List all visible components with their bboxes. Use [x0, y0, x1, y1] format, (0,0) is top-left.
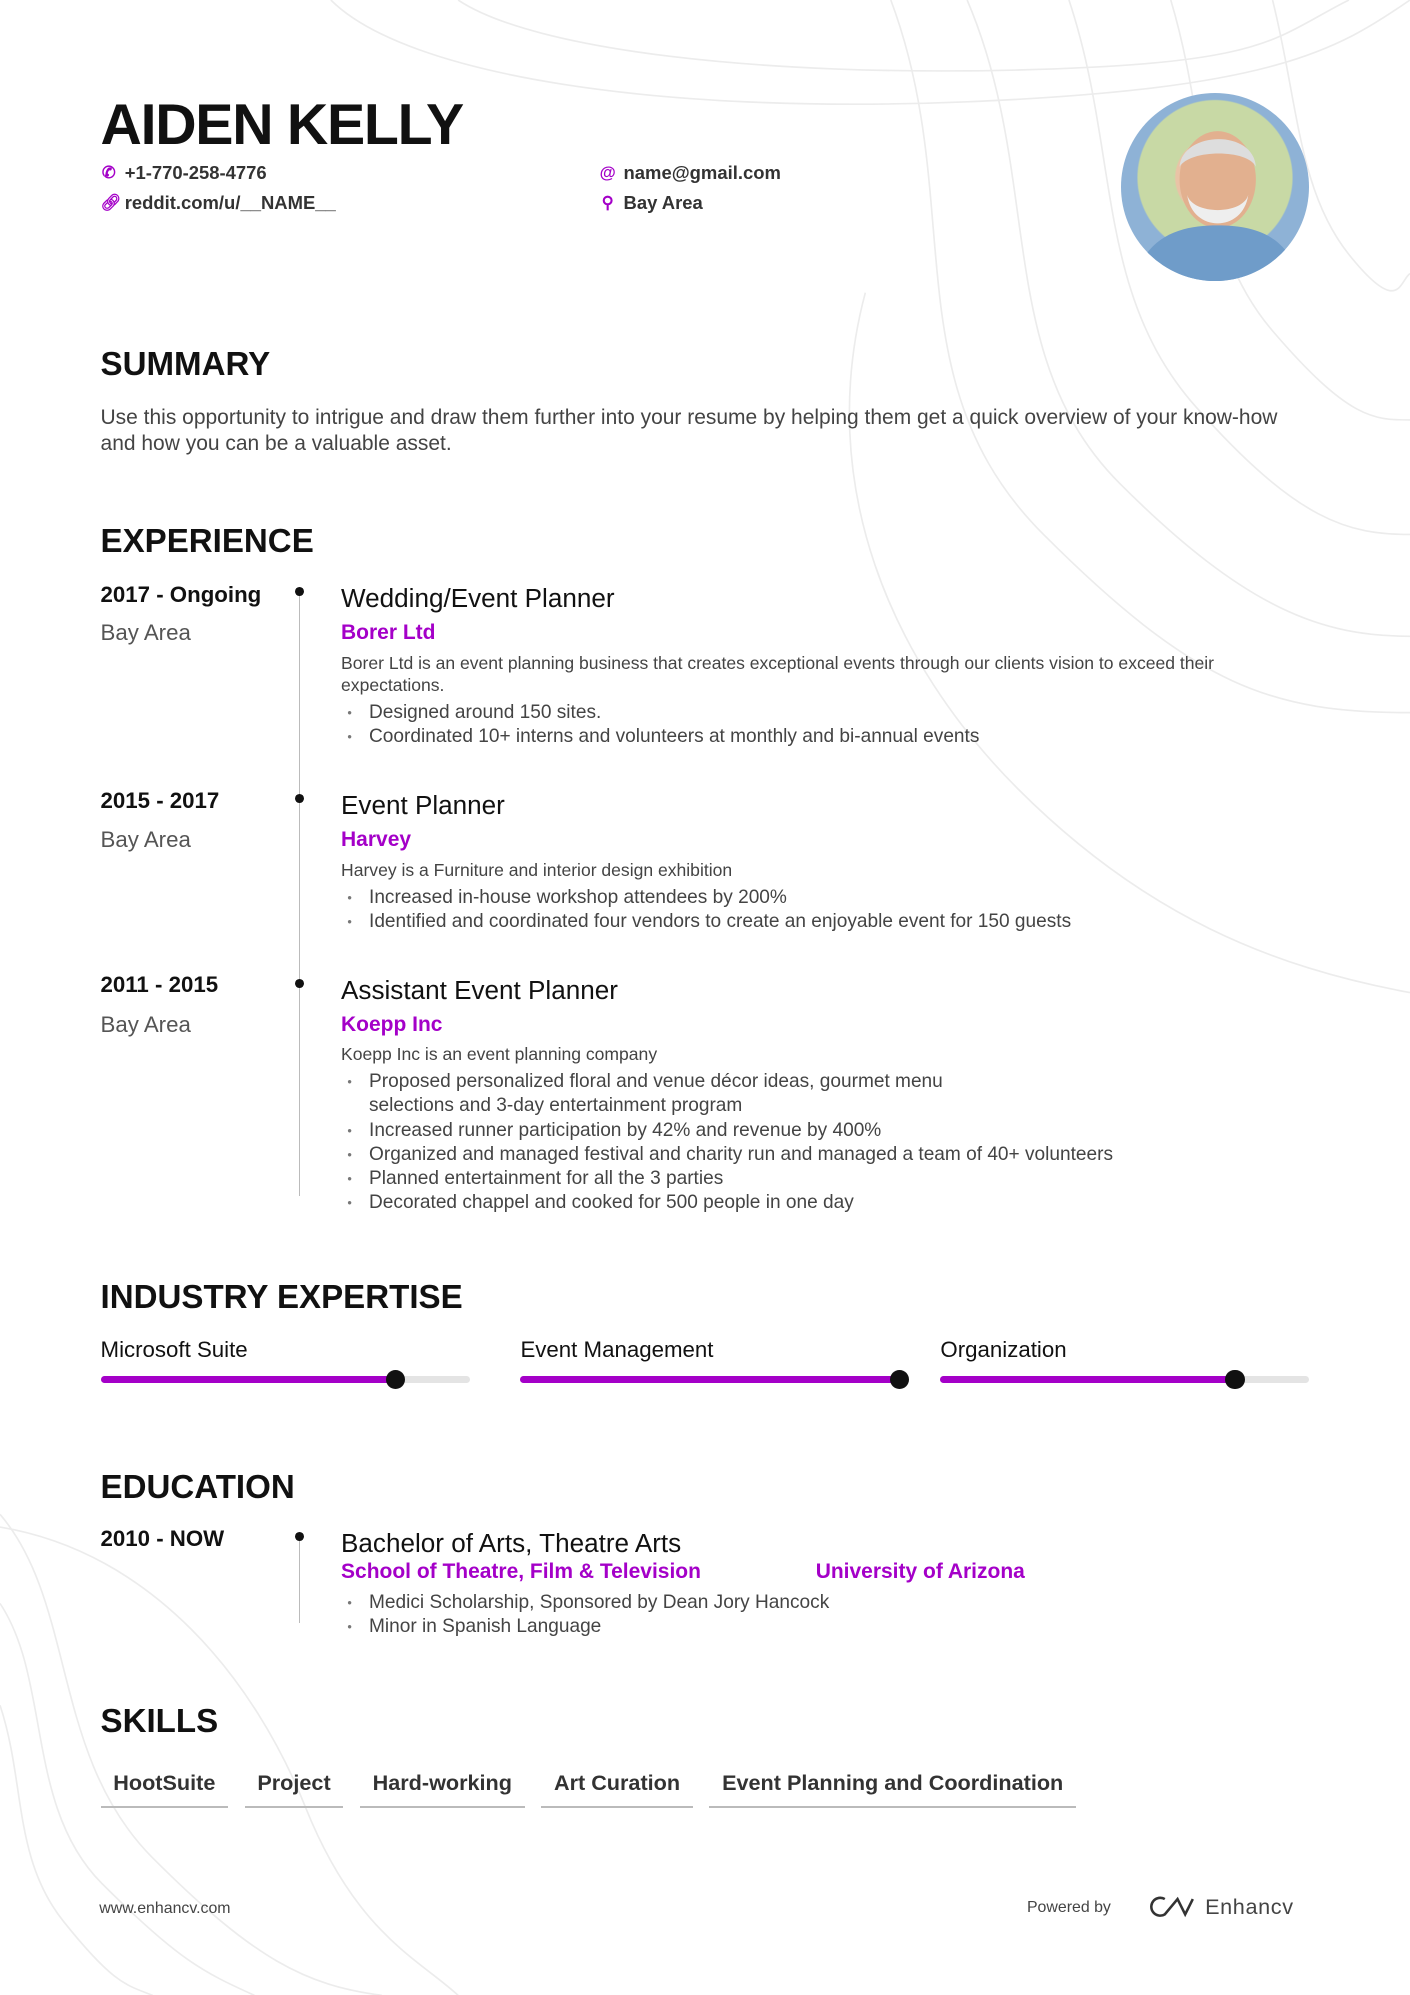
enhancv-logo-icon	[1147, 1894, 1195, 1919]
entry-location: Bay Area	[100, 1011, 191, 1037]
phone-icon: ✆	[101, 162, 116, 182]
skills-heading: SKILLS	[100, 1702, 219, 1740]
entry-title: Assistant Event Planner	[341, 974, 618, 1005]
timeline-line	[299, 592, 300, 1196]
bullet: • Planned entertainment for all the 3 parties	[341, 1167, 1260, 1191]
bullet: • Medici Scholarship, Sponsored by Dean Jory Hancock	[341, 1591, 1232, 1615]
bullet: • Increased runner participation by 42% and revenue by 400%	[341, 1119, 1260, 1143]
entry-dates: 2017 - Ongoing	[100, 581, 262, 607]
degree: Bachelor of Arts, Theatre Arts	[341, 1528, 682, 1559]
entry-dates: 2011 - 2015	[100, 972, 219, 998]
entry-description: Harvey is a Furniture and interior design exhibition	[341, 859, 733, 880]
bullet: • Proposed personalized floral and venue décor ideas, gourmet menu selections and 3-day entertainment program	[341, 1070, 1003, 1118]
bullet: • Coordinated 10+ interns and volunteers at monthly and bi-annual events	[341, 725, 1232, 749]
expertise-bar	[940, 1376, 1309, 1382]
education-heading: EDUCATION	[100, 1468, 295, 1506]
timeline-line	[299, 1533, 300, 1622]
skill-tag: Project	[245, 1770, 344, 1808]
location-text: Bay Area	[623, 192, 703, 214]
footer-website[interactable]: www.enhancv.com	[99, 1899, 231, 1917]
at-icon: @	[599, 162, 616, 182]
powered-by: Powered by	[1026, 1898, 1111, 1916]
enhancv-logo[interactable]	[1147, 1894, 1294, 1920]
phone	[101, 162, 267, 184]
education-dates: 2010 - NOW	[100, 1525, 225, 1551]
timeline-dot	[295, 979, 304, 988]
email-text[interactable]: name@gmail.com	[623, 161, 781, 183]
candidate-name: AIDEN KELLY	[100, 92, 463, 157]
timeline-dot	[295, 587, 304, 596]
entry-title: Wedding/Event Planner	[341, 582, 615, 613]
summary-heading: SUMMARY	[100, 346, 271, 384]
entry-dates: 2015 - 2017	[100, 787, 220, 813]
expertise-fill	[101, 1376, 396, 1382]
expertise-heading: INDUSTRY EXPERTISE	[100, 1278, 463, 1316]
education-bullets	[341, 1591, 1232, 1639]
expertise-bar	[520, 1376, 899, 1382]
school: School of Theatre, Film & Television	[341, 1560, 701, 1584]
expertise-knob	[890, 1370, 909, 1389]
expertise-item	[101, 1337, 470, 1382]
expertise-fill	[940, 1376, 1235, 1382]
bullet: • Organized and managed festival and charity run and managed a team of 40+ volunteers	[341, 1143, 1260, 1167]
skill-tag: Art Curation	[541, 1770, 693, 1808]
skills-list	[101, 1770, 1093, 1808]
link[interactable]	[101, 192, 336, 214]
phone-text: +1-770-258-4776	[124, 161, 267, 183]
expertise-knob	[1225, 1370, 1244, 1389]
location	[599, 192, 702, 214]
entry-company: Harvey	[341, 828, 412, 852]
expertise-label: Microsoft Suite	[100, 1337, 248, 1363]
location-pin-icon: ⚲	[601, 193, 614, 213]
entry-description: Borer Ltd is an event planning business that creates exceptional events through our clients vision to exceed their expectations.	[341, 652, 1215, 696]
expertise-knob	[386, 1370, 405, 1389]
experience-heading: EXPERIENCE	[100, 523, 314, 561]
bullet: • Minor in Spanish Language	[341, 1615, 1232, 1639]
bullet: • Identified and coordinated four vendors to create an enjoyable event for 150 guests	[341, 910, 1232, 934]
expertise-bar	[101, 1376, 470, 1382]
entry-description: Koepp Inc is an event planning company	[341, 1044, 658, 1065]
bullet: • Decorated chappel and cooked for 500 people in one day	[341, 1191, 1260, 1215]
entry-company: Koepp Inc	[341, 1012, 443, 1036]
entry-location: Bay Area	[100, 619, 191, 645]
entry-company: Borer Ltd	[341, 621, 436, 644]
bullet: • Designed around 150 sites.	[341, 701, 1232, 725]
entry-title: Event Planner	[341, 790, 505, 821]
entry-bullets	[341, 886, 1232, 934]
expertise-fill	[520, 1376, 899, 1382]
link-text[interactable]: reddit.com/u/__NAME__	[124, 192, 336, 214]
expertise-item	[940, 1337, 1309, 1382]
skill-tag: Hard-working	[360, 1770, 525, 1808]
expertise-label: Organization	[940, 1337, 1067, 1363]
skill-tag: HootSuite	[101, 1770, 229, 1808]
email[interactable]	[599, 162, 781, 184]
expertise-label: Event Management	[520, 1337, 714, 1363]
link-icon: 🔗︎	[100, 193, 122, 213]
skill-tag: Event Planning and Coordination	[709, 1770, 1076, 1808]
expertise-item	[520, 1337, 899, 1382]
summary-text: Use this opportunity to intrigue and draw them further into your resume by helping them get a quick overview of your know-how and how you can be a valuable asset.	[100, 405, 1278, 456]
bullet: • Increased in-house workshop attendees by 200%	[341, 886, 1232, 910]
entry-bullets	[341, 701, 1232, 749]
enhancv-brand: Enhancv	[1205, 1893, 1294, 1919]
avatar-illustration	[1121, 93, 1309, 281]
profile-photo	[1121, 93, 1309, 281]
entry-bullets	[341, 1070, 1114, 1215]
entry-location: Bay Area	[100, 827, 191, 853]
university: University of Arizona	[815, 1560, 1025, 1584]
